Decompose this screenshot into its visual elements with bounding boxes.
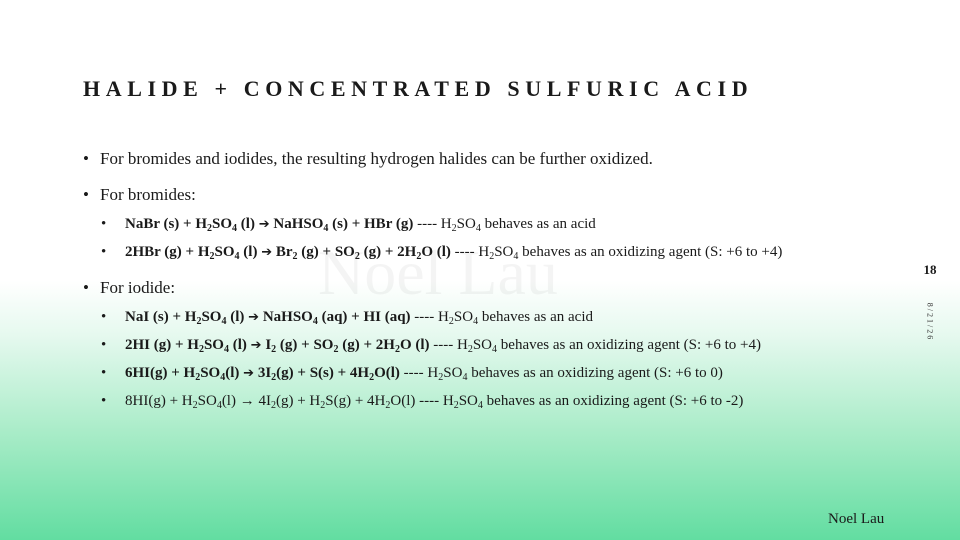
equation-note: ---- $H_2SO_4$ behaves as an acid	[413, 216, 596, 234]
equation-formula: $8HI(g) + H_2SO_4(l) \to 4I_2(g) + H_2S(g) + 4H_2O(l)$	[125, 393, 416, 411]
bullet-intro: • For bromides and iodides, the resulting hydrogen halides can be further oxidized.	[83, 148, 873, 170]
equation-iodide-1	[125, 307, 873, 328]
slide-content	[83, 148, 873, 419]
equation-note: ---- $H_2SO_4$ behaves as an oxidizing agent (S: +6 to +4)	[450, 244, 783, 262]
equation-bromide-1	[125, 214, 873, 235]
equation-note: ---- $H_2SO_4$ behaves as an oxidizing agent (S: +6 to 0)	[399, 365, 723, 383]
equation-note: ---- $H_2SO_4$ behaves as an acid	[410, 309, 594, 327]
equation-iodide-2	[125, 335, 873, 356]
equation-formula: NaI $(s) + H_2SO_4$ (l) ➔ NaHSO$_4$ (aq) + HI (aq)	[125, 309, 411, 327]
arrow-icon: ➔	[250, 338, 262, 353]
equation-formula: NaBr $(s) + H_2SO_4$ (l) ➔ NaHSO$_4$ (s) + HBr (g)	[125, 216, 414, 234]
equation-note: ---- $H_2SO_4$ behaves as an oxidizing agent (S: +6 to -2)	[415, 393, 744, 411]
arrow-icon: ➔	[243, 366, 255, 381]
bullet-bromides: • For bromides:	[83, 184, 873, 206]
slide-title: HALIDE + CONCENTRATED SULFURIC ACID	[83, 76, 754, 101]
equation-iodide-3	[125, 363, 873, 384]
equation-bromide-2	[125, 242, 873, 263]
bullet-iodide: • For iodide:	[83, 277, 873, 299]
slide-number: 18	[923, 262, 937, 277]
equation-formula: $6HI(g) + H_2SO_4(l)$ ➔ $3I_2(g) + S(s) + 4H_2O(l)$	[125, 365, 400, 383]
arrow-icon: ➔	[258, 217, 270, 232]
equation-note: ---- $H_2SO_4$ behaves as an oxidizing agent (S: +6 to +4)	[429, 337, 761, 355]
arrow-icon: ➔	[248, 310, 260, 325]
equation-formula: 2HBr $(g) + H_2SO_4$ (l) ➔ $Br_2$ $(g) + SO_2$ $(g) + 2H_2O$ (l)	[125, 244, 451, 262]
author-footer: Noel Lau	[828, 511, 885, 527]
arrow-icon: ➔	[261, 245, 273, 260]
slide-date: 8/21/26	[925, 302, 935, 342]
equation-iodide-4	[125, 391, 873, 412]
equation-formula: 2HI $(g) + H_2SO_4$ (l) ➔ $I_2$ $(g) + SO_2$ $(g) + 2H_2O$ (l)	[125, 337, 430, 355]
